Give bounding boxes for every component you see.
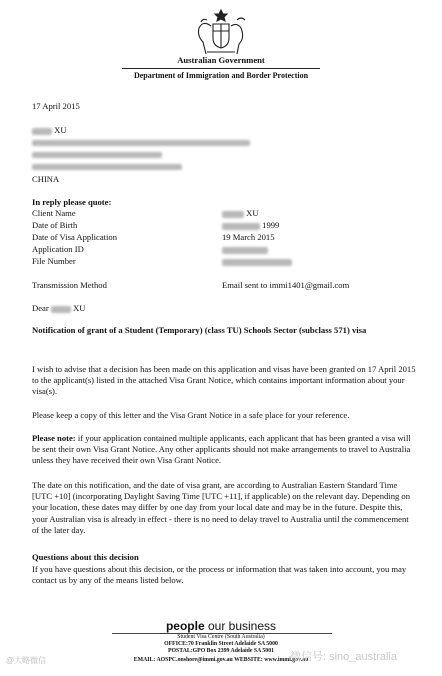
watermark-right: 微信号: sino_australia <box>290 651 397 663</box>
redacted-name <box>32 128 52 135</box>
field-value-dob: 1999 <box>222 220 279 231</box>
footer-office: OFFICE:70 Franklin Street Adelaide SA 5000 <box>164 641 278 647</box>
coat-of-arms-icon <box>191 6 251 58</box>
paragraph-keep-copy: Please keep a copy of this letter and the Visa Grant Notice in a safe place for your reference. <box>32 410 350 420</box>
field-value-client-name: XU <box>222 208 259 219</box>
redacted-address-line-2 <box>32 149 162 160</box>
footer-email: EMAIL: AOSPC.onshore@immi.gov.au WEBSITE: www.immi.gov.au <box>133 657 309 663</box>
paragraph-decision: I wish to advise that a decision has been made on this application and visas have been granted on 17 April 2015 to the applicant(s) listed in the attached Visa Grant Notice, which contains important information about your visa(s). <box>32 364 416 397</box>
questions-heading: Questions about this decision <box>32 552 139 562</box>
paragraph-please-note: Please note: if your application contained multiple applicants, each applicant that has been granted a visa will be sent their own Visa Grant Notice. Any other applicants should not make arrangements to travel to Australia unless they have received their own Visa Grant Notice. <box>32 433 411 466</box>
field-label-application-date: Date of Visa Application <box>32 232 118 242</box>
recipient-name: XU <box>32 125 67 136</box>
letter-date: 17 April 2015 <box>32 101 80 111</box>
reply-heading: In reply please quote: <box>32 197 112 207</box>
paragraph-questions: If you have questions about this decision, or the process or information that was taken into account, you may contact us by any of the means listed below. <box>32 564 407 586</box>
header-divider <box>122 68 320 69</box>
transmission-label: Transmission Method <box>32 280 107 290</box>
footer-slogan: people our business <box>165 619 277 633</box>
salutation: Dear XU <box>32 303 86 313</box>
field-label-dob: Date of Birth <box>32 220 78 230</box>
footer-centre: Student Visa Centre (South Australia) <box>177 634 265 640</box>
field-value-application-id <box>222 244 268 255</box>
department-name: Department of Immigration and Border Protection <box>133 71 309 80</box>
field-label-client-name: Client Name <box>32 208 76 218</box>
paragraph-dates: The date on this notification, and the date of visa grant, are according to Australian Eastern Standard Time [UTC +10] (incorporating Daylight Saving Time [UTC +11], if applicable) on the relevant day. Depending on your location, these dates may differ by one day from your local date and may be in the future. Despite this, your Australian visa is already in effect - there is no need to delay travel to Australia until the commencement of the later day. <box>32 480 411 535</box>
watermark-left: @大略微信 <box>6 656 47 665</box>
footer-postal: POSTAL:GPO Box 2399 Adelaide SA 5001 <box>167 648 275 654</box>
redacted-address-line-3 <box>32 161 182 172</box>
recipient-country: CHINA <box>32 174 60 184</box>
field-value-application-date: 19 March 2015 <box>222 232 275 242</box>
field-label-application-id: Application ID <box>32 244 84 254</box>
redacted-address-line-1 <box>32 137 250 148</box>
field-label-file-number: File Number <box>32 256 76 266</box>
subject-heading: Notification of grant of a Student (Temporary) (class TU) Schools Sector (subclass 571) visa <box>32 325 367 335</box>
field-value-file-number <box>222 256 292 267</box>
government-title: Australian Government <box>177 55 265 65</box>
transmission-value: Email sent to immi1401@gmail.com <box>222 280 350 290</box>
